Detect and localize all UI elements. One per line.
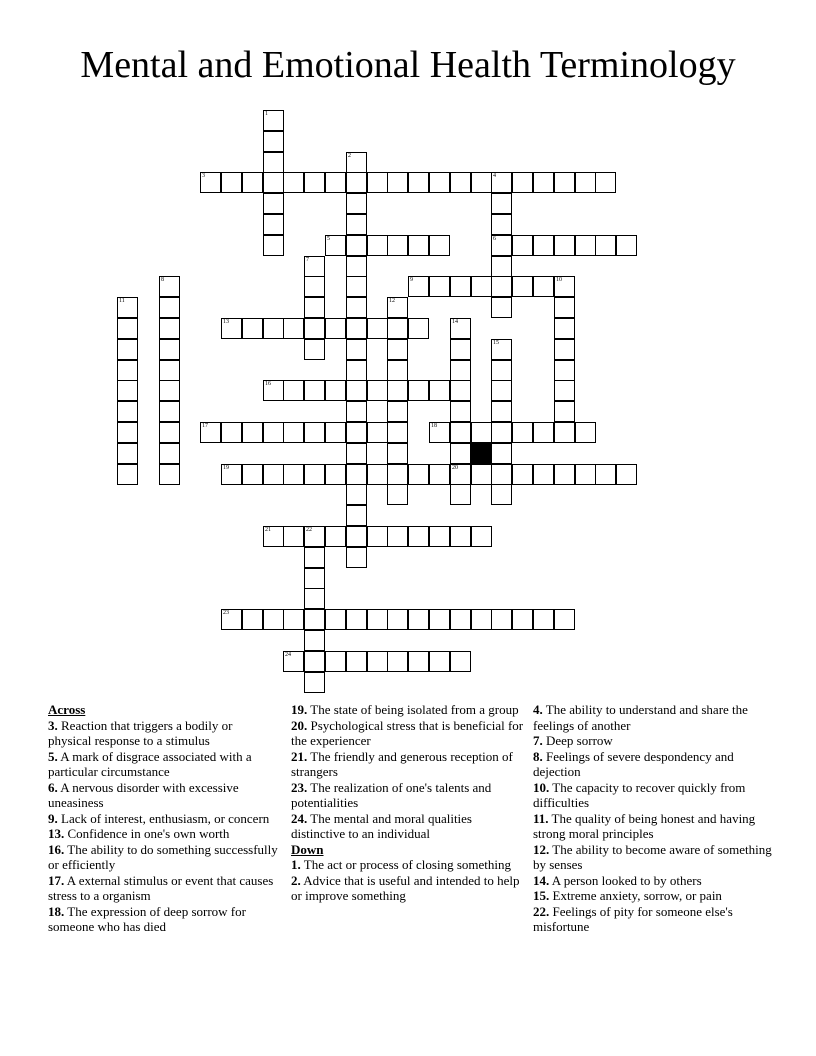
grid-cell[interactable]	[554, 297, 575, 318]
grid-cell[interactable]	[575, 464, 596, 485]
grid-cell[interactable]	[304, 651, 325, 672]
grid-cell[interactable]	[491, 172, 512, 193]
grid-cell[interactable]	[491, 360, 512, 381]
grid-cell[interactable]	[367, 172, 388, 193]
clue-number: 4	[493, 173, 496, 179]
clue-number-label: 7.	[533, 733, 543, 748]
grid-cell[interactable]	[408, 464, 429, 485]
grid-cell[interactable]	[471, 464, 492, 485]
grid-cell[interactable]	[346, 422, 367, 443]
grid-cell[interactable]	[346, 651, 367, 672]
grid-cell[interactable]	[491, 422, 512, 443]
grid-cell[interactable]	[554, 339, 575, 360]
grid-cell[interactable]	[117, 464, 138, 485]
grid-cell[interactable]	[325, 318, 346, 339]
clue-number: 14	[452, 319, 458, 325]
grid-cell[interactable]	[117, 380, 138, 401]
grid-cell[interactable]	[346, 172, 367, 193]
grid-cell[interactable]	[533, 235, 554, 256]
grid-cell[interactable]	[304, 339, 325, 360]
grid-cell[interactable]	[159, 339, 180, 360]
grid-cell[interactable]	[408, 651, 429, 672]
clue-number: 7	[306, 257, 309, 263]
grid-cell[interactable]	[283, 651, 304, 672]
grid-cell[interactable]	[554, 318, 575, 339]
grid-cell[interactable]	[429, 380, 450, 401]
grid-cell[interactable]	[491, 401, 512, 422]
down-clue: 2. Advice that is useful and intended to help or improve something	[291, 872, 520, 903]
clues-column-1	[48, 702, 278, 935]
grid-cell[interactable]	[325, 172, 346, 193]
grid-cell[interactable]	[491, 609, 512, 630]
grid-cell[interactable]	[304, 276, 325, 297]
grid-cell[interactable]	[346, 443, 367, 464]
grid-cell[interactable]	[387, 401, 408, 422]
grid-cell[interactable]	[304, 297, 325, 318]
grid-cell[interactable]	[263, 609, 284, 630]
grid-cell[interactable]	[346, 214, 367, 235]
grid-cell[interactable]	[263, 131, 284, 152]
grid-cell[interactable]	[491, 235, 512, 256]
grid-cell[interactable]	[117, 401, 138, 422]
grid-cell[interactable]	[387, 297, 408, 318]
grid-cell[interactable]	[367, 526, 388, 547]
grid-cell[interactable]	[387, 443, 408, 464]
grid-cell[interactable]	[325, 609, 346, 630]
clue-number: 9	[410, 277, 413, 283]
across-clue: 19. The state of being isolated from a group	[291, 702, 519, 717]
grid-cell[interactable]	[429, 609, 450, 630]
clue-number-label: 18.	[48, 903, 65, 919]
grid-cell[interactable]	[263, 110, 284, 131]
grid-cell[interactable]	[346, 339, 367, 360]
grid-cell[interactable]	[387, 360, 408, 381]
clue-number-label: 1.	[291, 857, 301, 872]
down-clue: 15. Extreme anxiety, sorrow, or pain	[533, 888, 722, 903]
grid-cell[interactable]	[346, 401, 367, 422]
grid-cell[interactable]	[491, 193, 512, 214]
grid-cell[interactable]	[491, 214, 512, 235]
grid-cell[interactable]	[346, 256, 367, 277]
grid-cell[interactable]	[387, 318, 408, 339]
grid-cell[interactable]	[325, 422, 346, 443]
grid-cell[interactable]	[429, 422, 450, 443]
grid-cell[interactable]	[117, 297, 138, 318]
grid-cell[interactable]	[263, 152, 284, 173]
grid-cell[interactable]	[595, 464, 616, 485]
clue-number: 3	[202, 173, 205, 179]
grid-cell[interactable]	[304, 547, 325, 568]
grid-cell[interactable]	[429, 172, 450, 193]
grid-cell[interactable]	[325, 464, 346, 485]
grid-cell[interactable]	[159, 380, 180, 401]
grid-cell[interactable]	[346, 505, 367, 526]
grid-cell[interactable]	[242, 422, 263, 443]
grid-cell[interactable]	[387, 484, 408, 505]
grid-cell[interactable]	[367, 422, 388, 443]
grid-cell[interactable]	[387, 422, 408, 443]
down-clue: 10. The capacity to recover quickly from difficulties	[533, 779, 746, 810]
grid-cell[interactable]	[346, 276, 367, 297]
clue-number: 15	[493, 340, 499, 346]
grid-cell[interactable]	[512, 464, 533, 485]
grid-cell[interactable]	[283, 464, 304, 485]
clue-number-label: 22.	[533, 903, 550, 919]
grid-cell[interactable]	[554, 360, 575, 381]
grid-cell[interactable]	[242, 172, 263, 193]
grid-cell[interactable]	[263, 526, 284, 547]
clues-column-3	[533, 702, 773, 935]
grid-cell[interactable]	[367, 464, 388, 485]
grid-cell[interactable]	[616, 235, 637, 256]
clue-number: 1	[265, 111, 268, 117]
clue-number-label: 14.	[533, 872, 550, 888]
grid-cell[interactable]	[263, 318, 284, 339]
grid-cell[interactable]	[408, 276, 429, 297]
down-clue: 11. The quality of being honest and having strong moral principles	[533, 810, 756, 841]
grid-cell[interactable]	[117, 318, 138, 339]
grid-cell[interactable]	[450, 484, 471, 505]
grid-cell[interactable]	[367, 609, 388, 630]
grid-cell[interactable]	[429, 526, 450, 547]
grid-cell[interactable]	[346, 152, 367, 173]
grid-cell[interactable]	[429, 235, 450, 256]
grid-cell[interactable]	[512, 235, 533, 256]
grid-cell[interactable]	[491, 256, 512, 277]
clue-number: 18	[431, 423, 437, 429]
grid-cell[interactable]	[304, 568, 325, 589]
grid-cell[interactable]	[367, 651, 388, 672]
grid-cell[interactable]	[387, 172, 408, 193]
grid-cell[interactable]	[450, 422, 471, 443]
across-header: Across	[48, 702, 86, 717]
clue-number: 20	[452, 465, 458, 471]
grid-cell[interactable]	[554, 380, 575, 401]
grid-cell[interactable]	[304, 422, 325, 443]
across-clue: 24. The mental and moral qualities distinctive to an individual	[291, 810, 472, 841]
clue-number-label: 3.	[48, 717, 58, 733]
grid-cell[interactable]	[387, 339, 408, 360]
grid-cell[interactable]	[117, 360, 138, 381]
grid-cell[interactable]	[408, 172, 429, 193]
grid-cell[interactable]	[242, 318, 263, 339]
grid-cell[interactable]	[263, 380, 284, 401]
clue-number-label: 16.	[48, 841, 65, 857]
grid-cell[interactable]	[325, 526, 346, 547]
grid-cell[interactable]	[491, 443, 512, 464]
grid-cell[interactable]	[491, 484, 512, 505]
clue-number: 13	[223, 319, 229, 325]
clue-number-label: 2.	[291, 872, 301, 888]
grid-cell[interactable]	[283, 318, 304, 339]
across-clue: 13. Confidence in one's own worth	[48, 826, 230, 841]
grid-cell[interactable]	[263, 193, 284, 214]
clue-number-label: 13.	[48, 826, 65, 841]
grid-cell[interactable]	[117, 443, 138, 464]
grid-cell[interactable]	[554, 235, 575, 256]
clue-number: 11	[119, 298, 125, 304]
grid-cell[interactable]	[346, 235, 367, 256]
grid-cell[interactable]	[450, 360, 471, 381]
across-clue: 6. A nervous disorder with excessive uneasiness	[48, 779, 239, 810]
clues-column-2	[291, 702, 527, 904]
down-clue: 12. The ability to become aware of something by senses	[533, 841, 772, 872]
grid-cell[interactable]	[429, 464, 450, 485]
grid-cell[interactable]	[221, 609, 242, 630]
grid-cell[interactable]	[471, 172, 492, 193]
clue-number-label: 8.	[533, 748, 543, 764]
across-clue: 17. A external stimulus or event that causes stress to a organism	[48, 872, 274, 903]
down-clue: 1. The act or process of closing something	[291, 857, 511, 872]
clue-number: 10	[556, 277, 562, 283]
grid-cell[interactable]	[346, 193, 367, 214]
grid-cell[interactable]	[387, 526, 408, 547]
grid-cell[interactable]	[325, 380, 346, 401]
down-clue: 14. A person looked to by others	[533, 872, 702, 888]
grid-cell[interactable]	[304, 256, 325, 277]
page-title: Mental and Emotional Health Terminology	[80, 44, 736, 86]
grid-cell[interactable]	[159, 464, 180, 485]
grid-cell[interactable]	[512, 172, 533, 193]
clue-number-label: 23.	[291, 779, 308, 795]
grid-cell[interactable]	[595, 172, 616, 193]
clue-number: 24	[285, 652, 291, 658]
clue-number-label: 5.	[48, 748, 58, 764]
clue-number-label: 11.	[533, 810, 549, 826]
grid-cell[interactable]	[554, 609, 575, 630]
grid-cell[interactable]	[450, 609, 471, 630]
clue-number-label: 6.	[48, 779, 58, 795]
grid-cell[interactable]	[304, 464, 325, 485]
clue-number-label: 12.	[533, 841, 550, 857]
grid-cell[interactable]	[304, 672, 325, 693]
grid-cell[interactable]	[221, 422, 242, 443]
across-clue: 20. Psychological stress that is beneficial for the experiencer	[291, 717, 524, 748]
clue-number: 21	[265, 527, 271, 533]
grid-cell[interactable]	[263, 214, 284, 235]
grid-cell[interactable]	[263, 235, 284, 256]
clue-number: 17	[202, 423, 208, 429]
grid-cell[interactable]	[512, 276, 533, 297]
clue-number: 8	[161, 277, 164, 283]
grid-cell[interactable]	[346, 297, 367, 318]
grid-cell[interactable]	[304, 609, 325, 630]
grid-cell[interactable]	[408, 526, 429, 547]
clue-number: 6	[493, 236, 496, 242]
grid-cell[interactable]	[367, 318, 388, 339]
grid-cell[interactable]	[554, 172, 575, 193]
clue-number-label: 4.	[533, 702, 543, 717]
grid-cell[interactable]	[450, 276, 471, 297]
grid-cell[interactable]	[325, 651, 346, 672]
across-clue: 16. The ability to do something successfully or efficiently	[48, 841, 278, 872]
grid-cell[interactable]	[450, 464, 471, 485]
grid-cell[interactable]	[159, 360, 180, 381]
clue-number: 16	[265, 381, 271, 387]
across-clue: 9. Lack of interest, enthusiasm, or concern	[48, 810, 270, 826]
grid-cell[interactable]	[450, 339, 471, 360]
grid-cell[interactable]	[408, 235, 429, 256]
grid-cell[interactable]	[471, 526, 492, 547]
grid-cell[interactable]	[408, 609, 429, 630]
grid-cell[interactable]	[387, 464, 408, 485]
grid-cell[interactable]	[387, 235, 408, 256]
grid-cell[interactable]	[200, 422, 221, 443]
clue-number-label: 21.	[291, 748, 308, 764]
grid-cell[interactable]	[346, 360, 367, 381]
grid-cell[interactable]	[450, 172, 471, 193]
grid-cell[interactable]	[304, 318, 325, 339]
grid-cell[interactable]	[325, 235, 346, 256]
grid-cell[interactable]	[367, 380, 388, 401]
grid-cell[interactable]	[263, 422, 284, 443]
grid-cell[interactable]	[263, 172, 284, 193]
clue-number: 2	[348, 153, 351, 159]
grid-cell[interactable]	[471, 422, 492, 443]
grid-block-cell	[471, 443, 492, 464]
grid-cell[interactable]	[263, 464, 284, 485]
grid-cell[interactable]	[533, 276, 554, 297]
clue-number: 5	[327, 236, 330, 242]
down-clue: 4. The ability to understand and share the feelings of another	[533, 702, 748, 733]
grid-cell[interactable]	[346, 318, 367, 339]
grid-cell[interactable]	[117, 422, 138, 443]
grid-cell[interactable]	[471, 276, 492, 297]
clue-number: 23	[223, 610, 229, 616]
clue-number-label: 15.	[533, 888, 550, 903]
grid-cell[interactable]	[491, 339, 512, 360]
grid-cell[interactable]	[554, 464, 575, 485]
grid-cell[interactable]	[159, 422, 180, 443]
grid-cell[interactable]	[221, 318, 242, 339]
down-clue: 22. Feelings of pity for someone else's misfortune	[533, 903, 733, 934]
grid-cell[interactable]	[387, 380, 408, 401]
grid-cell[interactable]	[304, 526, 325, 547]
grid-cell[interactable]	[346, 609, 367, 630]
across-clue: 21. The friendly and generous reception of strangers	[291, 748, 513, 779]
grid-cell[interactable]	[242, 609, 263, 630]
grid-cell[interactable]	[429, 276, 450, 297]
across-clue: 3. Reaction that triggers a bodily or physical response to a stimulus	[48, 717, 233, 748]
grid-cell[interactable]	[554, 422, 575, 443]
grid-cell[interactable]	[554, 401, 575, 422]
grid-cell[interactable]	[159, 401, 180, 422]
grid-cell[interactable]	[533, 422, 554, 443]
grid-cell[interactable]	[346, 380, 367, 401]
grid-cell[interactable]	[491, 276, 512, 297]
grid-cell[interactable]	[471, 609, 492, 630]
grid-cell[interactable]	[408, 380, 429, 401]
across-clue: 23. The realization of one's talents and potentialities	[291, 779, 492, 810]
clue-number-label: 20.	[291, 717, 308, 733]
grid-cell[interactable]	[346, 464, 367, 485]
grid-cell[interactable]	[387, 651, 408, 672]
grid-cell[interactable]	[117, 339, 138, 360]
grid-cell[interactable]	[408, 318, 429, 339]
grid-cell[interactable]	[512, 422, 533, 443]
grid-cell[interactable]	[159, 318, 180, 339]
grid-cell[interactable]	[533, 172, 554, 193]
grid-cell[interactable]	[491, 464, 512, 485]
grid-cell[interactable]	[159, 297, 180, 318]
grid-cell[interactable]	[450, 526, 471, 547]
grid-cell[interactable]	[283, 172, 304, 193]
grid-cell[interactable]	[159, 443, 180, 464]
clue-number-label: 9.	[48, 810, 58, 826]
grid-cell[interactable]	[346, 526, 367, 547]
grid-cell[interactable]	[242, 464, 263, 485]
clue-number-label: 19.	[291, 702, 308, 717]
grid-cell[interactable]	[450, 401, 471, 422]
grid-cell[interactable]	[283, 609, 304, 630]
grid-cell[interactable]	[491, 297, 512, 318]
grid-cell[interactable]	[575, 172, 596, 193]
grid-cell[interactable]	[367, 235, 388, 256]
grid-cell[interactable]	[450, 380, 471, 401]
grid-cell[interactable]	[346, 484, 367, 505]
grid-cell[interactable]	[304, 380, 325, 401]
down-header: Down	[291, 841, 324, 857]
clue-number: 12	[389, 298, 395, 304]
grid-cell[interactable]	[283, 422, 304, 443]
grid-cell[interactable]	[533, 464, 554, 485]
grid-cell[interactable]	[221, 172, 242, 193]
grid-cell[interactable]	[575, 235, 596, 256]
grid-cell[interactable]	[283, 380, 304, 401]
grid-cell[interactable]	[200, 172, 221, 193]
clue-number-label: 17.	[48, 872, 65, 888]
grid-cell[interactable]	[283, 526, 304, 547]
grid-cell[interactable]	[221, 464, 242, 485]
grid-cell[interactable]	[304, 588, 325, 609]
grid-cell[interactable]	[575, 422, 596, 443]
down-clue: 8. Feelings of severe despondency and dejection	[533, 748, 734, 779]
grid-cell[interactable]	[554, 276, 575, 297]
clue-number-label: 24.	[291, 810, 308, 826]
grid-cell[interactable]	[450, 651, 471, 672]
across-clue: 18. The expression of deep sorrow for someone who has died	[48, 903, 246, 934]
grid-cell[interactable]	[512, 609, 533, 630]
clue-number: 19	[223, 465, 229, 471]
grid-cell[interactable]	[450, 443, 471, 464]
down-clue: 7. Deep sorrow	[533, 733, 613, 748]
grid-cell[interactable]	[595, 235, 616, 256]
grid-cell[interactable]	[159, 276, 180, 297]
grid-cell[interactable]	[304, 172, 325, 193]
clue-number-label: 10.	[533, 779, 550, 795]
grid-cell[interactable]	[450, 318, 471, 339]
grid-cell[interactable]	[346, 547, 367, 568]
grid-cell[interactable]	[491, 380, 512, 401]
clue-number: 22	[306, 527, 312, 533]
grid-cell[interactable]	[616, 464, 637, 485]
across-clue: 5. A mark of disgrace associated with a particular circumstance	[48, 748, 252, 779]
grid-cell[interactable]	[533, 609, 554, 630]
grid-cell[interactable]	[429, 651, 450, 672]
grid-cell[interactable]	[304, 630, 325, 651]
grid-cell[interactable]	[387, 609, 408, 630]
